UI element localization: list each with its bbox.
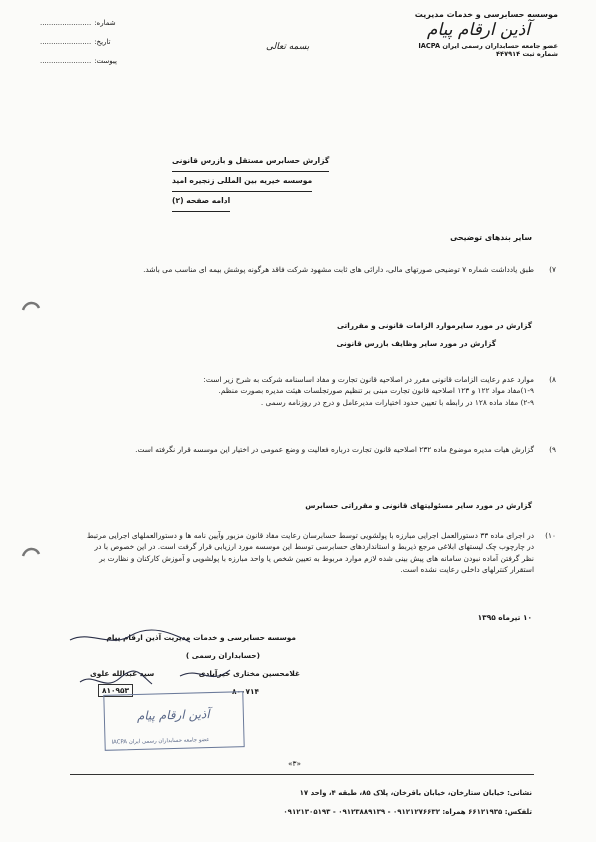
paragraph-8-intro: موارد عدم رعایت الزامات قانونی مقرر در اصلاحیه قانون تجارت و مفاد اساسنامه شرکت به شرح زیر است: bbox=[203, 375, 534, 384]
paragraph-8-number: ۸) bbox=[549, 375, 556, 384]
paragraph-10-number: ۱۰) bbox=[545, 531, 556, 540]
footer-address: نشانی: خیابان ستارخان، خیابان باقرخان، پلاک ۸۵، طبقه ۴، واحد ۱۷ bbox=[299, 789, 532, 797]
page-continuation: ادامه صفحه (۲) bbox=[172, 192, 230, 212]
partner-1-name: غلامحسین مختاری خیرآبادی bbox=[198, 669, 300, 678]
page-number: «۳» bbox=[288, 759, 302, 768]
stamp-brand-text: آذین ارقام پیام bbox=[136, 707, 210, 723]
firm-stamp bbox=[103, 691, 244, 751]
firm-name: موسسه حسابرسی و خدمات مدیریت bbox=[414, 10, 558, 19]
signature-cpa-note: (حسابداران رسمی ) bbox=[185, 651, 260, 660]
basmala: بسمه تعالی bbox=[266, 42, 310, 52]
section-legal-requirements: گزارش در مورد سایرموارد الزامات قانونی و مقرراتی bbox=[336, 321, 532, 330]
partner-2-id: ۸۱۰۹۵۳ bbox=[98, 684, 133, 697]
section-inspector-duties: گزارش در مورد سایر وظایف بازرس قانونی bbox=[336, 339, 496, 348]
firm-membership: عضو جامعه حسابداران رسمی ایران IACPA bbox=[418, 42, 558, 50]
paragraph-9-text: گزارش هیات مدیره موضوع ماده ۲۳۲ اصلاحیه قانون تجارت درباره فعالیت و وضع عمومی در اختیار این موسسه قرار نگرفته است. bbox=[135, 445, 534, 454]
letter-meta-fields bbox=[40, 14, 170, 71]
paragraph-9 bbox=[84, 444, 556, 455]
meta-attachment-label: پیوست: bbox=[94, 57, 117, 65]
punch-hole-mark-icon bbox=[20, 544, 42, 560]
meta-date-value: ....................... bbox=[40, 38, 92, 46]
report-entity: موسسه خیریه بین المللی زنجیره امید bbox=[172, 172, 312, 192]
report-date: ۱۰ تیرماه ۱۳۹۵ bbox=[477, 613, 532, 622]
partner-2-name: سید عبدالله علوی bbox=[90, 669, 155, 678]
section-auditor-responsibilities: گزارش در مورد سایر مسئولیتهای قانونی و مقرراتی حسابرس bbox=[305, 501, 532, 510]
meta-attachment-value: ....................... bbox=[40, 57, 92, 65]
paragraph-7 bbox=[84, 264, 556, 275]
paragraph-8-item-1: ۱-۹)مفاد مواد ۱۲۲ و ۱۲۳ اصلاحیه قانون تجارت مبنی بر تنظیم صورتجلسات هیئت مدیره بصورت منظم. bbox=[218, 386, 534, 396]
meta-number bbox=[40, 14, 170, 33]
footer-phones: تلفکس: ۶۶۱۲۱۹۳۵ همراه: ۰۹۱۲۱۲۷۶۶۳۲ - ۰۹۱۲۳۸۸۹۱۳۹ - ۰۹۱۲۱۳۰۵۱۹۳ bbox=[283, 808, 532, 816]
firm-registration: شماره ثبت ۴۴۷۹۱۴ bbox=[496, 50, 558, 58]
report-title: گزارش حسابرس مستقل و بازرس قانونی bbox=[172, 152, 329, 172]
paragraph-7-text: طبق یادداشت شماره ۷ توضیحی صورتهای مالی، دارائی های ثابت مشهود شرکت فاقد هرگونه پوشش بیمه ای مناسب می باشد. bbox=[143, 265, 534, 274]
paragraph-8 bbox=[84, 374, 556, 408]
report-heading bbox=[172, 152, 532, 212]
firm-letterhead bbox=[368, 10, 558, 58]
punch-hole-mark-icon bbox=[20, 298, 42, 314]
meta-date-label: تاریخ: bbox=[94, 38, 111, 46]
meta-number-value: ....................... bbox=[40, 19, 92, 27]
footer-divider bbox=[70, 774, 534, 775]
stamp-member-text: عضو جامعه حسابداران رسمی ایران IACPA bbox=[111, 737, 210, 746]
footer bbox=[82, 784, 532, 822]
meta-date bbox=[40, 33, 170, 52]
paragraph-10 bbox=[84, 530, 556, 576]
partner-1-id: ۸۰۰۷۱۴ bbox=[232, 687, 260, 696]
firm-logo-text: آذین ارقام پیام bbox=[426, 20, 530, 40]
section-other-matters: سایر بندهای توضیحی bbox=[450, 233, 532, 242]
paragraph-9-number: ۹) bbox=[549, 445, 556, 454]
meta-attachment bbox=[40, 52, 170, 71]
meta-number-label: شماره: bbox=[94, 19, 116, 27]
paragraph-8-item-2: ۲-۹) مفاد ماده ۱۲۸ در رابطه با تعیین حدود اختیارات مدیرعامل و درج در روزنامه رسمی . bbox=[260, 397, 534, 407]
paragraph-7-number: ۷) bbox=[549, 265, 556, 274]
paragraph-10-text: در اجرای ماده ۳۳ دستورالعمل اجرایی مبارزه با پولشویی توسط حسابرسان رعایت مفاد قانون مزبور وآیین نامه ها و دستورالعملهای اجرایی مرتبط در چارچوب چک لیستهای ابلاغی مرجع ذیربط و استانداردهای حسابرسی توسط این موسسه مورد ارزیابی قرار گرفت است. در این خصوص با در نظر گرفتن آماده نبودن سامانه های پیش بینی شده لازم موارد مربوط به تعیین شخص یا واحد مبارزه با پولشویی و آموزش کارکنان و نظارت بر استقرار کنترلهای داخلی رعایت نشده است. bbox=[86, 531, 534, 575]
signature-firm-line: موسسه حسابرسی و خدمات مدیریت آذین ارقام پیام bbox=[106, 633, 296, 642]
